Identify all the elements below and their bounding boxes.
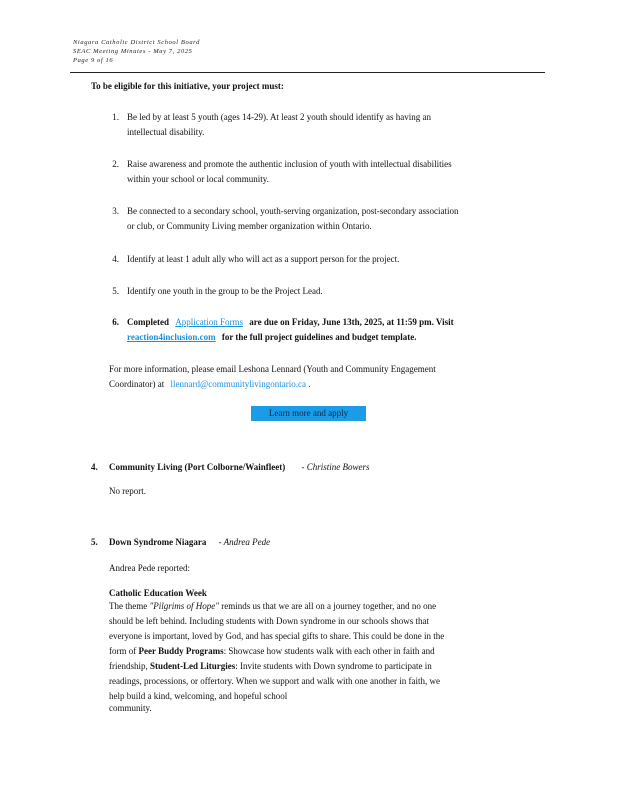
section-report: No report. bbox=[109, 486, 146, 496]
section-title: Community Living (Port Colborne/Wainfleet) bbox=[109, 462, 286, 472]
criteria-text: Identify one youth in the group to be the Project Lead. bbox=[127, 286, 323, 296]
deadline-line bbox=[127, 315, 454, 331]
text-span: The theme bbox=[109, 601, 150, 611]
criteria-text: Be led by at least 5 youth (ages 14-29). At least 2 youth should identify as having an bbox=[127, 112, 431, 122]
paragraph-line: help build a kind, welcoming, and hopeful school bbox=[109, 691, 288, 701]
paragraph-line bbox=[109, 659, 432, 675]
paragraph-line: should be left behind. Including students with Down syndrome in our schools shows that bbox=[109, 616, 429, 626]
paragraph-line bbox=[109, 599, 436, 615]
section-presenter: - Christine Bowers bbox=[301, 462, 370, 472]
criteria-number: 6. bbox=[112, 317, 119, 327]
guidelines-text: for the full project guidelines and budget template. bbox=[221, 332, 417, 342]
criteria-text: within your school or local community. bbox=[127, 174, 269, 184]
text-span: : Showcase how students walk with each other in faith and bbox=[223, 646, 435, 656]
criteria-number: 5. bbox=[112, 286, 119, 296]
criteria-text: Raise awareness and promote the authentic inclusion of youth with intellectual disabilities bbox=[127, 159, 452, 169]
deadline-pre: Completed bbox=[127, 317, 169, 327]
student-led-liturgies: Student-Led Liturgies bbox=[150, 661, 236, 671]
text-span: : Invite students with Down syndrome to participate in bbox=[235, 661, 432, 671]
header-page-number: Page 9 of 16 bbox=[73, 57, 114, 64]
criteria-text: Identify at least 1 adult ally who will act as a support person for the project. bbox=[127, 254, 400, 264]
criteria-text: intellectual disability. bbox=[127, 127, 205, 137]
header-meeting: SEAC Meeting Minutes - May 7, 2025 bbox=[73, 48, 193, 55]
paragraph-line: readings, processions, or offertory. When we support and walk with one another in faith, we bbox=[109, 676, 440, 686]
criteria-text: or club, or Community Living member organization within Ontario. bbox=[127, 221, 372, 231]
section-number: 4. bbox=[91, 462, 98, 472]
criteria-number: 4. bbox=[112, 254, 119, 264]
criteria-number: 3. bbox=[112, 206, 119, 216]
section-heading bbox=[109, 535, 270, 551]
subheading: Catholic Education Week bbox=[109, 588, 207, 598]
section-presenter: - Andrea Pede bbox=[218, 537, 271, 547]
text-span: reminds us that we are all on a journey together, and no one bbox=[219, 601, 437, 611]
section-heading bbox=[109, 460, 370, 476]
deadline-post: are due on Friday, June 13th, 2025, at 11:59 pm. Visit bbox=[249, 317, 454, 327]
application-forms-link[interactable]: Application Forms bbox=[175, 317, 243, 327]
section-number: 5. bbox=[91, 537, 98, 547]
learn-more-apply-button[interactable]: Learn more and apply bbox=[251, 406, 366, 421]
paragraph-line: community. bbox=[109, 703, 152, 713]
paragraph-line bbox=[109, 644, 435, 660]
more-info-period: . bbox=[308, 379, 311, 389]
reported-by: Andrea Pede reported: bbox=[109, 563, 190, 573]
guidelines-line bbox=[127, 330, 417, 346]
email-link[interactable]: llennard@communitylivingontario.ca bbox=[170, 379, 307, 389]
peer-buddy-programs: Peer Buddy Programs bbox=[138, 646, 224, 656]
criteria-text: Be connected to a secondary school, youth-serving organization, post-secondary association bbox=[127, 206, 459, 216]
header-divider bbox=[70, 72, 545, 73]
eligibility-intro: To be eligible for this initiative, your project must: bbox=[91, 81, 284, 91]
more-info-text: For more information, please email Leshona Lennard (Youth and Community Engagement bbox=[109, 364, 436, 374]
header-board-name: Niagara Catholic District School Board bbox=[73, 39, 200, 46]
paragraph-line: everyone is important, loved by God, and has special gifts to share. This could be done in the bbox=[109, 631, 445, 641]
text-span: friendship, bbox=[109, 661, 150, 671]
criteria-number: 2. bbox=[112, 159, 119, 169]
more-info-line2 bbox=[109, 377, 311, 393]
text-span: form of bbox=[109, 646, 139, 656]
reaction4inclusion-link[interactable]: reaction4inclusion.com bbox=[127, 332, 216, 342]
more-info-coordinator: Coordinator) at bbox=[109, 379, 165, 389]
theme-quote: "Pilgrims of Hope" bbox=[149, 601, 220, 611]
criteria-number: 1. bbox=[112, 112, 119, 122]
section-title: Down Syndrome Niagara bbox=[109, 537, 207, 547]
